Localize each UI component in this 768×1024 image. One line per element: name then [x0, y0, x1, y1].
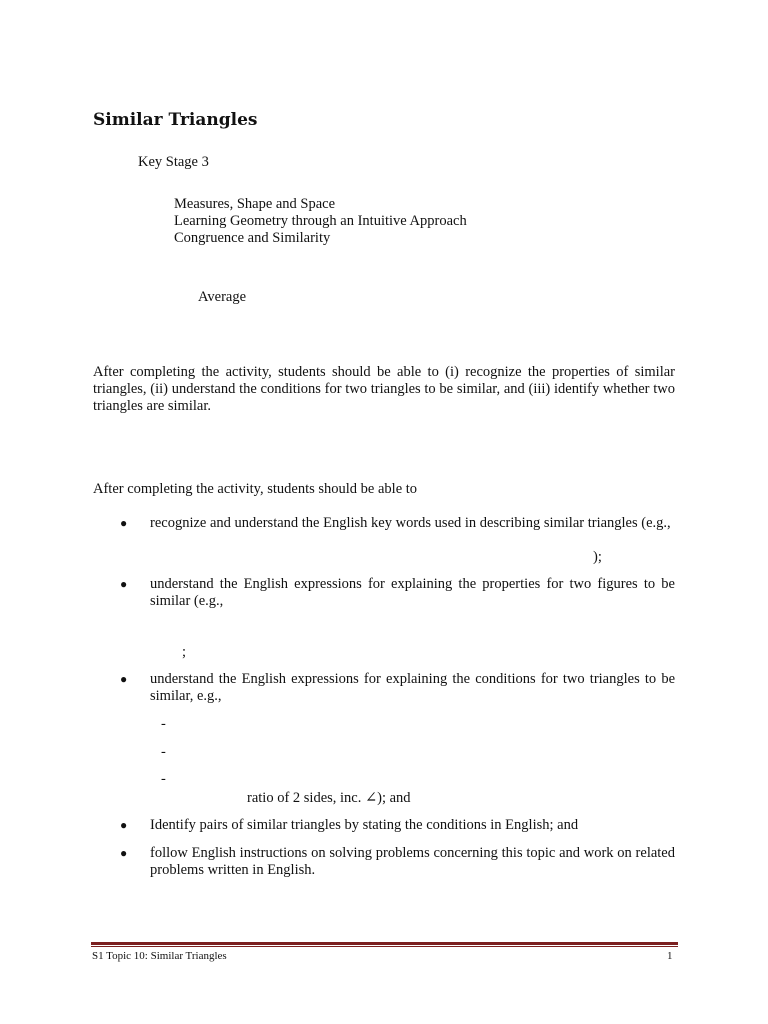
bullet-3-dot: ●	[120, 672, 128, 686]
bullet-5-dot: ●	[120, 846, 128, 860]
bullet-5-text: follow English instructions on solving problems concerning this topic and work on related problems written in English.	[150, 845, 675, 878]
key-stage: Key Stage 3	[138, 154, 209, 170]
language-intro: After completing the activity, students should be able to	[93, 481, 418, 497]
bullet-2-text: understand the English expressions for explaining the properties for two figures to be similar (e.g.,	[150, 576, 675, 609]
footer-rule-thick	[91, 942, 678, 945]
bullet-1-dot: ●	[120, 516, 128, 530]
bullet-3-dash-3: -	[161, 771, 166, 787]
bullet-3-dash-1: -	[161, 716, 166, 732]
bullet-1-end: );	[593, 549, 602, 565]
page-number: 1	[667, 950, 673, 962]
bullet-2-end: ;	[182, 644, 187, 660]
objectives-paragraph: After completing the activity, students should be able to (i) recognize the properties of similar triangles, (ii) understand the conditions for two triangles to be similar, and (iii) identify whether two triangles are similar.	[93, 364, 675, 414]
bullet-3-dash-2: -	[161, 744, 166, 760]
page-title: Similar Triangles	[93, 110, 258, 130]
bullet-1-text: recognize and understand the English key words used in describing similar triangles (e.g.,	[150, 515, 671, 531]
bullet-4-dot: ●	[120, 818, 128, 832]
bullet-3-text: understand the English expressions for explaining the conditions for two triangles to be similar, e.g.,	[150, 671, 675, 704]
bullet-4-text: Identify pairs of similar triangles by stating the conditions in English; and	[150, 817, 579, 833]
level: Average	[198, 289, 247, 305]
strand-line-3: Congruence and Similarity	[174, 230, 331, 246]
bullet-3-end: ratio of 2 sides, inc. ∠); and	[247, 790, 411, 806]
bullet-2-dot: ●	[120, 577, 128, 591]
strand-line-2: Learning Geometry through an Intuitive Approach	[174, 213, 467, 229]
footer-rule-thin	[91, 946, 678, 947]
strand-line-1: Measures, Shape and Space	[174, 196, 336, 212]
footer-topic: S1 Topic 10: Similar Triangles	[92, 950, 227, 962]
